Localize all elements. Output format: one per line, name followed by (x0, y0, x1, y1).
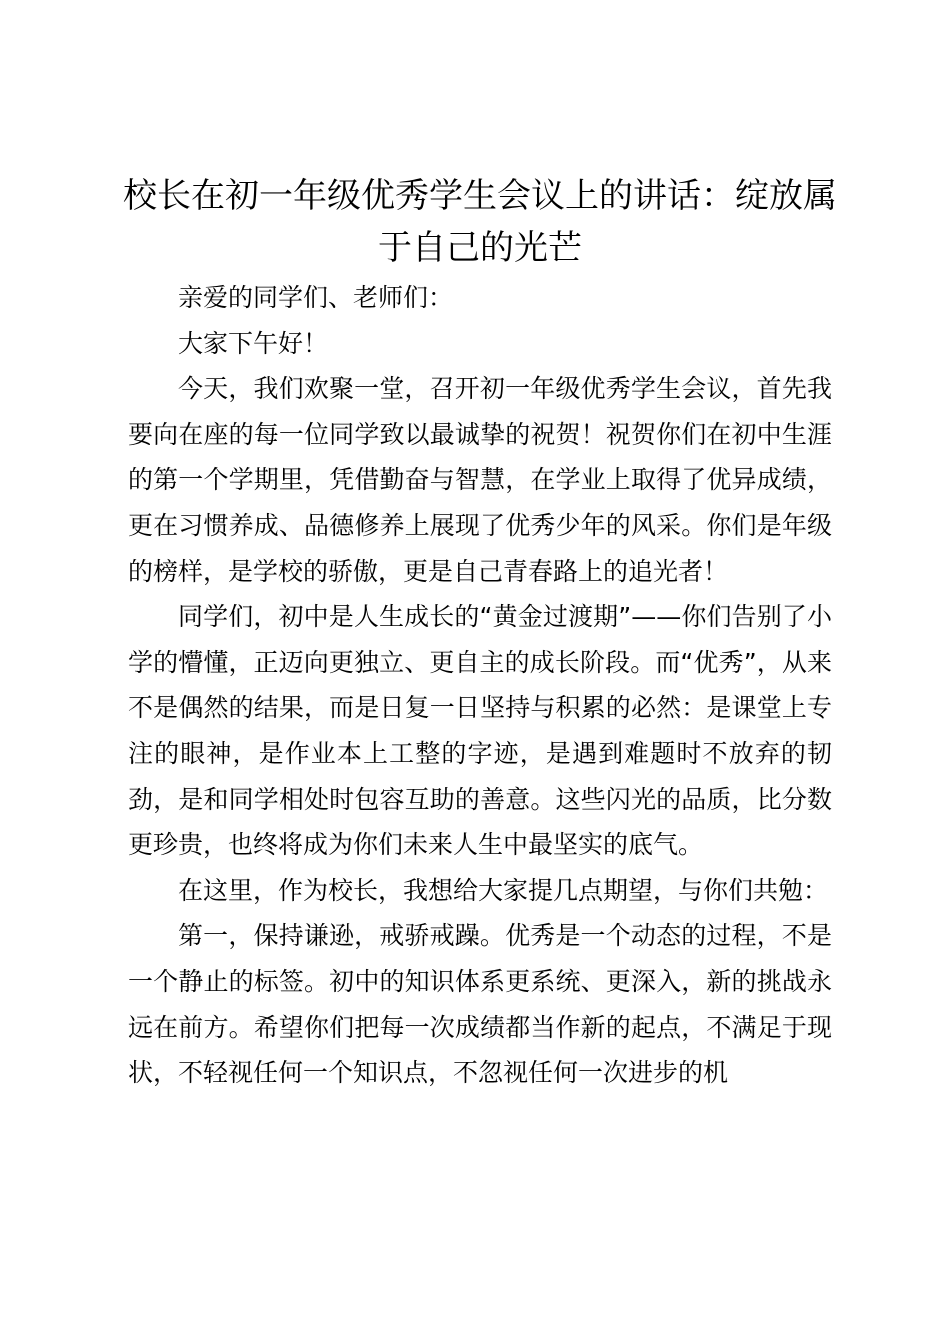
paragraph-congratulations: 今天，我们欢聚一堂，召开初一年级优秀学生会议，首先我要向在座的每一位同学致以最诚挚的祝贺！祝贺你们在初中生涯的第一个学期里，凭借勤奋与智慧，在学业上取得了优异成绩，更在习惯养成、品德修养上展现了优秀少年的风采。你们是年级的榜样，是学校的骄傲，更是自己青春路上的追光者！ (128, 374, 832, 586)
paragraph-greeting: 大家下午好！ (178, 328, 329, 358)
document-body (128, 275, 832, 1096)
document-title: 校长在初一年级优秀学生会议上的讲话：绽放属于自己的光芒 (123, 176, 837, 268)
paragraph-first-expectation: 第一，保持谦逊，戒骄戒躁。优秀是一个动态的过程，不是一个静止的标签。初中的知识体系更系统、更深入，新的挑战永远在前方。希望你们把每一次成绩都当作新的起点，不满足于现状，不轻视任何一个知识点，不忽视任何一次进步的机 (128, 921, 832, 1088)
paragraph-golden-transition: 同学们，初中是人生成长的“黄金过渡期”——你们告别了小学的懵懂，正迈向更独立、更自主的成长阶段。而“优秀”，从来不是偶然的结果，而是日复一日坚持与积累的必然：是课堂上专注的眼神，是作业本上工整的字迹，是遇到难题时不放弃的韧劲，是和同学相处时包容互助的善意。这些闪光的品质，比分数更珍贵，也终将成为你们未来人生中最坚实的底气。 (128, 602, 832, 860)
paragraph-expectations-intro: 在这里，作为校长，我想给大家提几点期望，与你们共勉： (178, 875, 829, 905)
paragraph-salutation: 亲爱的同学们、老师们： (178, 283, 454, 312)
